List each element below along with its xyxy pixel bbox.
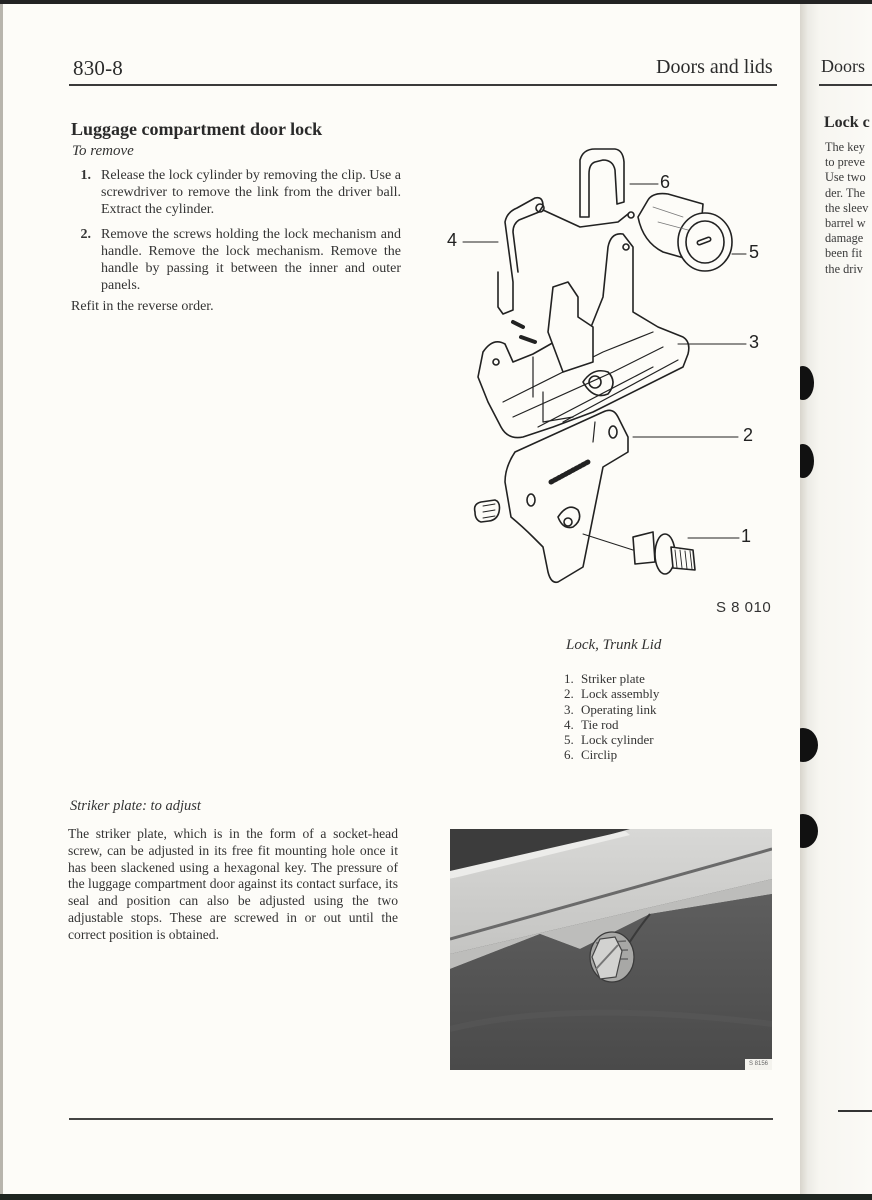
facing-line: der. The	[825, 185, 866, 200]
facing-heading: Lock c	[824, 114, 870, 131]
binder-hole	[800, 728, 818, 762]
facing-line: to preve	[825, 155, 865, 170]
lock-assembly-illustration	[443, 122, 783, 592]
legend-label: Tie rod	[581, 716, 619, 732]
legend-item	[564, 671, 659, 686]
legend-item	[564, 747, 659, 762]
facing-footer-rule	[838, 1110, 872, 1112]
removal-steps	[71, 167, 401, 302]
refit-note: Refit in the reverse order.	[71, 299, 214, 314]
facing-line: the driv	[825, 261, 863, 276]
lock-cylinder-part	[628, 194, 732, 271]
binder-hole	[800, 444, 814, 478]
legend-number: 6.	[564, 747, 574, 763]
photo-image	[450, 829, 772, 1070]
striker-photo	[450, 829, 772, 1070]
legend-item	[564, 717, 659, 732]
figure-code: S 8 010	[716, 599, 772, 616]
facing-line: barrel w	[825, 216, 866, 231]
manual-page	[0, 4, 802, 1195]
operating-link-part	[478, 234, 689, 438]
header-rule	[69, 84, 777, 86]
legend-item	[564, 732, 659, 747]
socket-head-screw	[590, 932, 634, 982]
binder-hole	[800, 366, 814, 400]
circlip-part	[580, 149, 624, 217]
facing-line: been fit	[825, 246, 863, 261]
legend-label: Lock assembly	[581, 686, 660, 702]
legend-number: 4.	[564, 716, 574, 732]
facing-header-rule	[819, 84, 872, 86]
adjust-paragraph: The striker plate, which is in the form of a socket-head screw, can be adjusted in its free fit mounting hole once it has been slackened using a hexagonal key. The pressure of the luggage compartment door against its contact surface, its seal and position can also be adjusted using the two adjustable stops. These are screwed in or out until the correct position is obtained.	[68, 826, 398, 942]
figure-caption: Lock, Trunk Lid	[566, 637, 662, 653]
step-item	[71, 226, 401, 294]
step-item	[71, 167, 401, 218]
callout-4: 4	[447, 230, 458, 250]
section-heading: Luggage compartment door lock	[71, 119, 323, 139]
binder-hole	[800, 814, 818, 848]
subheading-to-remove: To remove	[72, 143, 134, 159]
step-text: Release the lock cylinder by removing the clip. Use a screwdriver to remove the link from the driver ball. Extract the cylinder.	[101, 168, 401, 217]
figure-legend	[564, 671, 659, 763]
legend-label: Striker plate	[581, 671, 645, 686]
footer-rule	[69, 1118, 773, 1120]
callout-5: 5	[749, 242, 760, 262]
step-number: 2.	[80, 227, 91, 242]
facing-line: The key	[825, 140, 865, 154]
photo-code: S 8156	[745, 1059, 772, 1070]
exploded-diagram	[443, 122, 783, 592]
step-text: Remove the screws holding the lock mechanism and handle. Remove the lock mechanism. Remove the handle by passing it between the inner and outer panels.	[101, 227, 401, 293]
subheading-striker-adjust: Striker plate: to adjust	[70, 798, 201, 814]
running-header-section: Doors and lids	[656, 56, 773, 78]
callout-1: 1	[741, 526, 752, 546]
facing-line: damage	[825, 231, 864, 246]
facing-line: Use two	[825, 170, 866, 185]
legend-number: 5.	[564, 732, 574, 748]
striker-plate-part	[583, 532, 695, 574]
legend-number: 3.	[564, 701, 574, 717]
legend-item	[564, 686, 659, 701]
tie-rod-part	[498, 198, 543, 314]
facing-running-header: Doors	[821, 56, 865, 76]
legend-label: Lock cylinder	[581, 732, 654, 748]
step-number: 1.	[80, 168, 91, 183]
callout-3: 3	[749, 332, 760, 352]
callout-2: 2	[743, 425, 754, 445]
legend-label: Operating link	[581, 701, 657, 717]
legend-number: 2.	[564, 686, 574, 702]
facing-page	[800, 4, 872, 1195]
legend-number: 1.	[564, 671, 574, 686]
facing-line: the sleev	[825, 200, 869, 215]
legend-item	[564, 702, 659, 717]
legend-label: Circlip	[581, 747, 618, 763]
adjusting-screw-part	[475, 500, 500, 522]
facing-text	[825, 140, 868, 277]
callout-6: 6	[660, 172, 671, 192]
page-number: 830-8	[73, 56, 123, 80]
scan-edge-bottom	[0, 1194, 872, 1200]
